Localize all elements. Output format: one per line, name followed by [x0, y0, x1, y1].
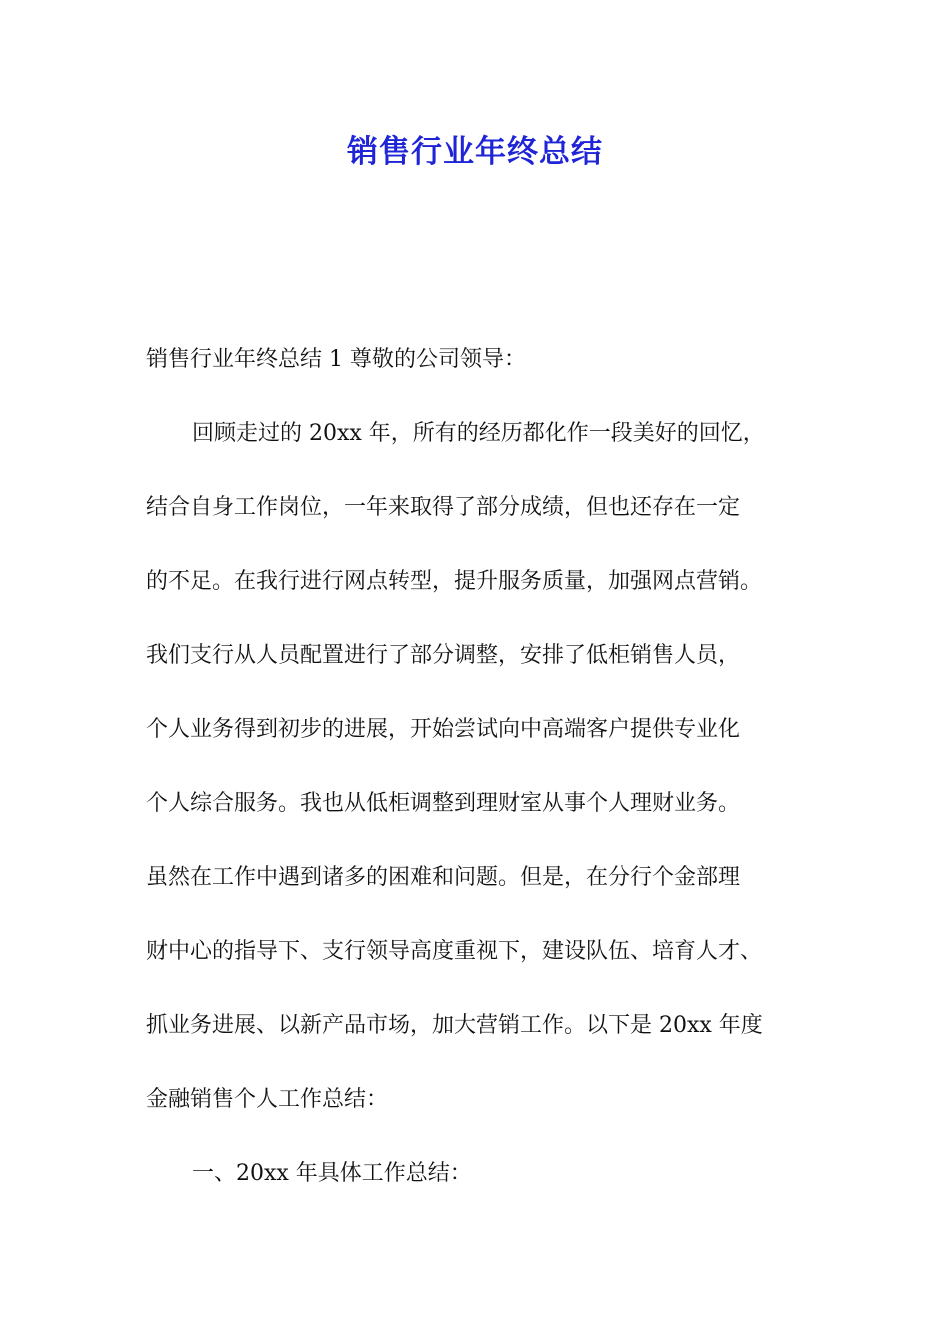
paragraph-line: 个人综合服务。我也从低柜调整到理财室从事个人理财业务。 [146, 791, 741, 816]
paragraph-line: 我们支行从人员配置进行了部分调整，安排了低柜销售人员， [146, 643, 741, 668]
paragraph-line: 金融销售个人工作总结： [146, 1087, 389, 1112]
greeting-line: 销售行业年终总结 1 尊敬的公司领导： [146, 347, 526, 372]
paragraph-line: 结合自身工作岗位，一年来取得了部分成绩，但也还存在一定 [146, 495, 741, 520]
paragraph-line: 财中心的指导下、支行领导高度重视下，建设队伍、培育人才、 [146, 939, 763, 964]
paragraph-line: 的不足。在我行进行网点转型，提升服务质量，加强网点营销。 [146, 569, 763, 594]
paragraph-line: 虽然在工作中遇到诸多的困难和问题。但是，在分行个金部理 [146, 865, 741, 890]
paragraph-line: 抓业务进展、以新产品市场，加大营销工作。以下是 20xx 年度 [146, 1013, 763, 1038]
document-title: 销售行业年终总结 [347, 134, 603, 170]
paragraph-line: 个人业务得到初步的进展，开始尝试向中高端客户提供专业化 [146, 717, 741, 742]
section-heading: 一、20xx 年具体工作总结： [192, 1161, 472, 1186]
document-body [146, 334, 836, 1222]
paragraph-line: 回顾走过的 20xx 年，所有的经历都化作一段美好的回忆， [192, 421, 765, 446]
